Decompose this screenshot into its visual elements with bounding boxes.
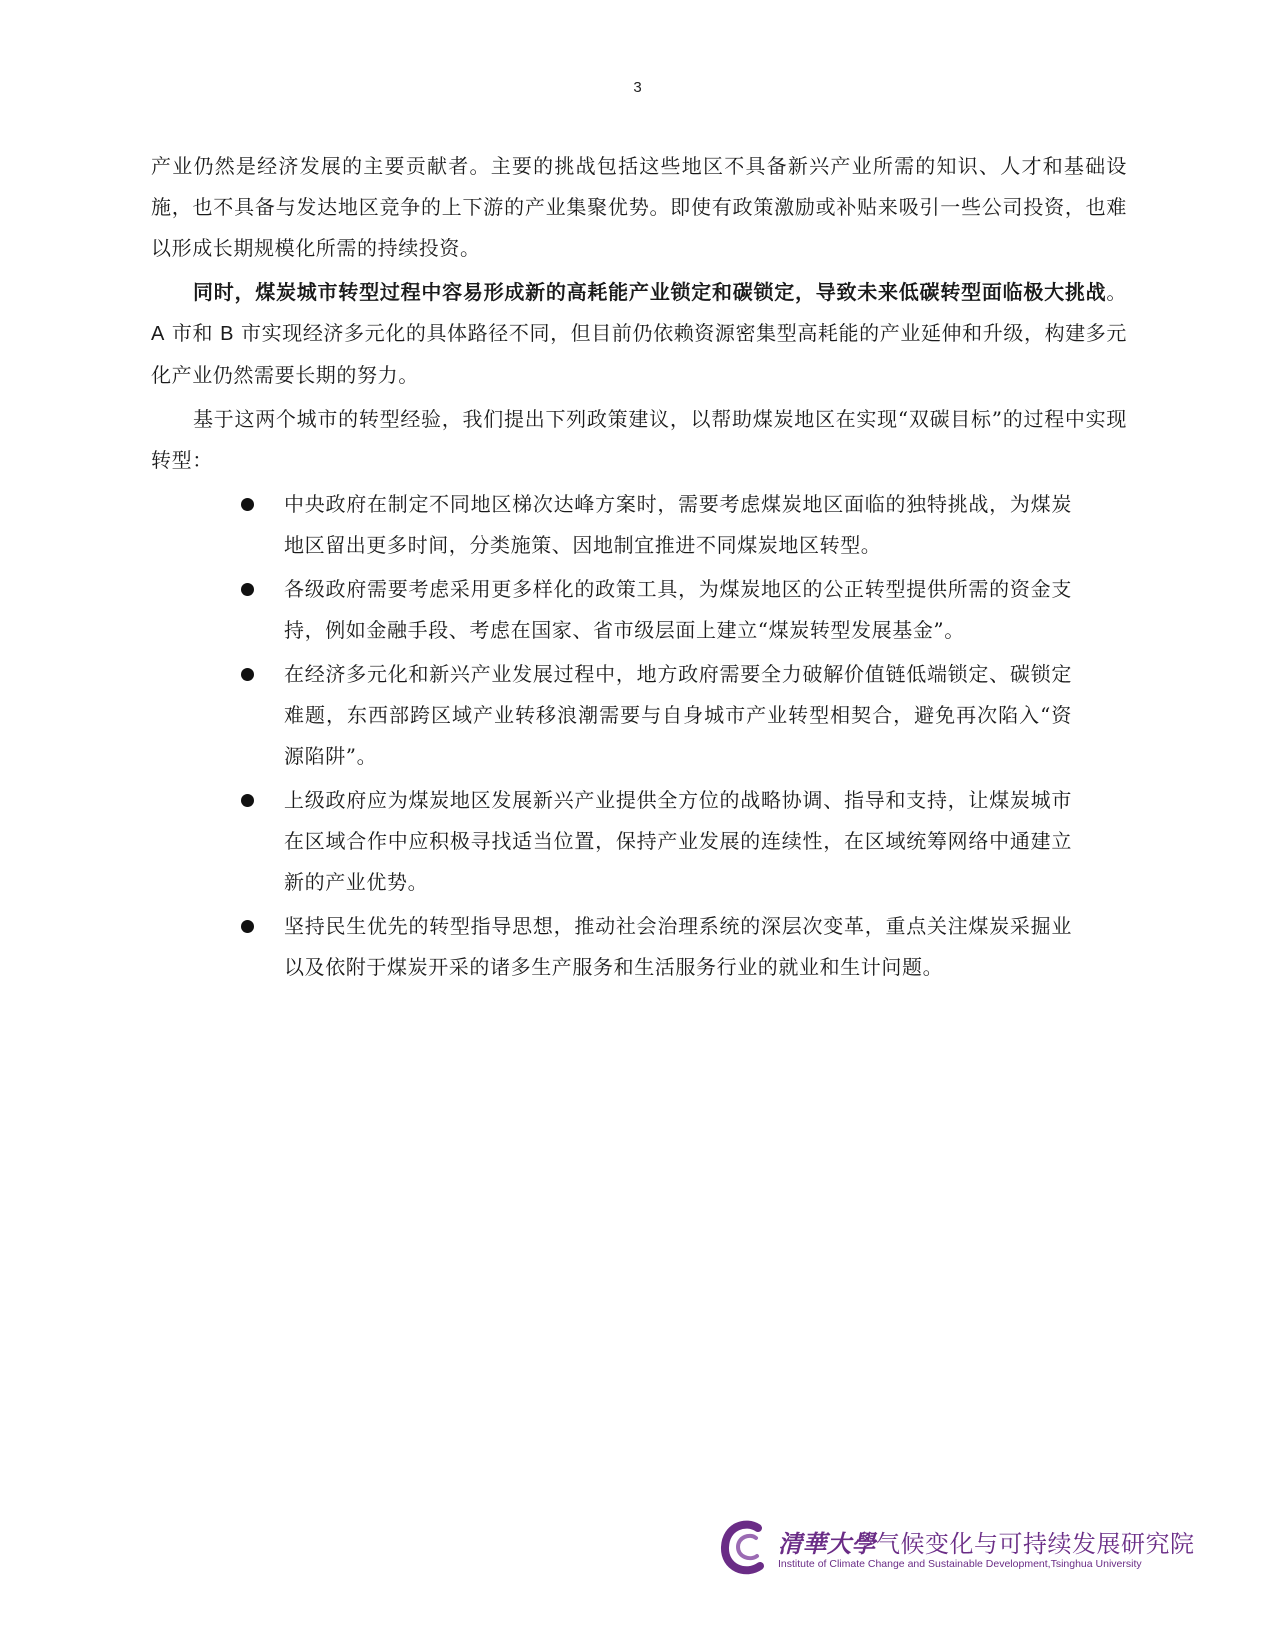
bullet-icon — [241, 794, 254, 807]
university-name-calligraphy: 清華大學 — [778, 1529, 876, 1558]
recommendation-item: 在经济多元化和新兴产业发展过程中，地方政府需要全力破解价值链低端锁定、碳锁定难题，东西部跨区域产业转移浪潮需要与自身城市产业转型相契合，避免再次陷入“资源陷阱”。 — [284, 654, 1072, 777]
recommendation-list — [151, 484, 1072, 988]
paragraph-text: 市实现经济多元化的具体路径不同，但目前仍依赖资源密集型高耗能的产业延伸和升级，构建多元化产业仍然需要长期的努力。 — [151, 321, 1127, 387]
recommendation-item: 各级政府需要考虑采用更多样化的政策工具，为煤炭地区的公正转型提供所需的资金支持，例如金融手段、考虑在国家、省市级层面上建立“煤炭转型发展基金”。 — [284, 569, 1072, 651]
bullet-icon — [241, 920, 254, 933]
page-number: 3 — [633, 79, 642, 96]
tsinghua-c-logo-icon — [720, 1518, 768, 1576]
key-finding-bold: 同时，煤炭城市转型过程中容易形成新的高耗能产业锁定和碳锁定，导致未来低碳转型面临极大挑战 — [193, 280, 1107, 304]
bullet-icon — [241, 668, 254, 681]
recommendation-item: 中央政府在制定不同地区梯次达峰方案时，需要考虑煤炭地区面临的独特挑战，为煤炭地区留出更多时间，分类施策、因地制宜推进不同煤炭地区转型。 — [284, 484, 1072, 566]
institute-logo — [720, 1518, 1195, 1576]
recommendation-item: 坚持民生优先的转型指导思想，推动社会治理系统的深层次变革，重点关注煤炭采掘业以及依附于煤炭开采的诸多生产服务和生活服务行业的就业和生计问题。 — [284, 906, 1072, 988]
city-b-label: B — [220, 323, 235, 345]
city-a-label: A — [151, 323, 165, 345]
paragraph-text: 市和 — [164, 321, 221, 345]
document-body — [151, 146, 1127, 991]
paragraph-recommendations-intro: 基于这两个城市的转型经验，我们提出下列政策建议，以帮助煤炭地区在实现“双碳目标”的过程中实现转型： — [151, 407, 1127, 472]
bullet-icon — [241, 498, 254, 511]
paragraph-carbon-lockin — [151, 272, 1127, 396]
recommendation-item: 上级政府应为煤炭地区发展新兴产业提供全方位的战略协调、指导和支持，让煤炭城市在区域合作中应积极寻找适当位置，保持产业发展的连续性，在区域统筹网络中通建立新的产业优势。 — [284, 780, 1072, 903]
bullet-icon — [241, 583, 254, 596]
paragraph-industry-challenges: 产业仍然是经济发展的主要贡献者。主要的挑战包括这些地区不具备新兴产业所需的知识、人才和基础设施，也不具备与发达地区竞争的上下游的产业集聚优势。即使有政策激励或补贴来吸引一些公司投资，也难以形成长期规模化所需的持续投资。 — [151, 154, 1127, 260]
paragraph-text: 。 — [1106, 280, 1127, 304]
institute-name: 气候变化与可持续发展研究院 — [876, 1530, 1195, 1558]
institute-name-chinese — [778, 1524, 1195, 1559]
institute-name-english: Institute of Climate Change and Sustainable Development,Tsinghua University — [778, 1558, 1142, 1570]
